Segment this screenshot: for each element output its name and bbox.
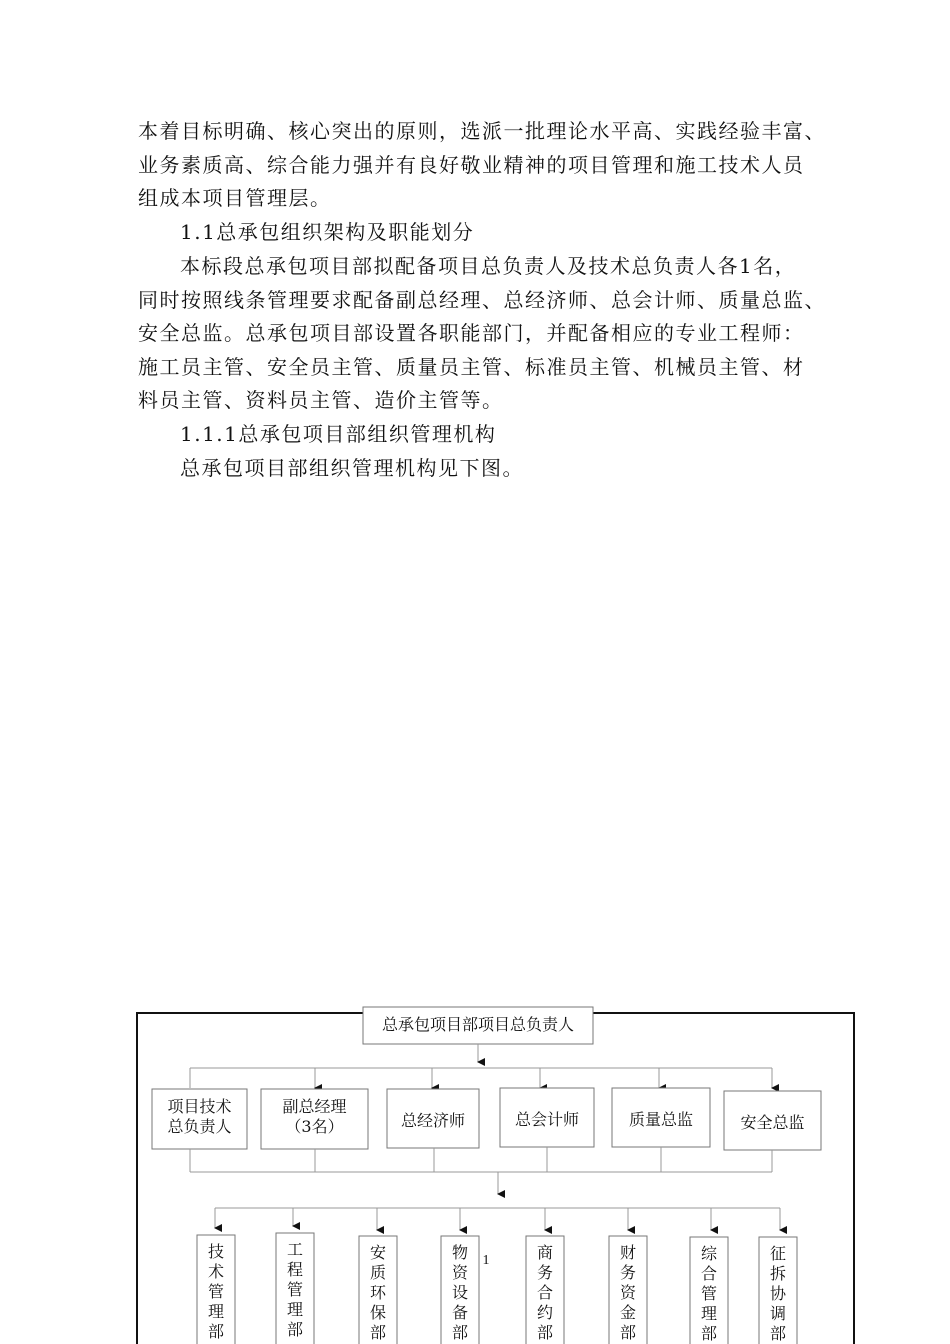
department-label-2: 工程管理部: [286, 1240, 304, 1339]
department-box-7: [690, 1237, 728, 1344]
department-label-4: 物资设备部: [451, 1243, 469, 1342]
level2-label-1a: 项目技术: [167, 1097, 232, 1116]
department-box-6: [609, 1236, 647, 1344]
department-label-1: 技术管理部: [207, 1242, 225, 1341]
level2-box-chief-economist: [387, 1089, 479, 1148]
department-box-1: [197, 1235, 235, 1344]
level2-label-3: 总经济师: [400, 1111, 466, 1130]
page-number: 1: [482, 1253, 490, 1268]
section-heading-1-1: 1.1总承包组织架构及职能划分: [180, 220, 475, 244]
section-heading-1-1-1: 1.1.1总承包项目部组织管理机构: [180, 422, 497, 446]
level2-label-2a: 副总经理: [282, 1097, 347, 1116]
department-label-8: 征拆协调部: [769, 1244, 787, 1343]
level2-label-6: 安全总监: [740, 1113, 805, 1132]
department-label-6: 财务资金部: [619, 1243, 637, 1342]
intro-line-1: 本着目标明确、核心突出的原则，选派一批理论水平高、实践经验丰富、: [138, 119, 826, 143]
department-label-3: 安质环保部: [369, 1243, 387, 1342]
department-box-5: [526, 1236, 564, 1344]
body-line-3: 安全总监。总承包项目部设置各职能部门，并配备相应的专业工程师：: [138, 321, 805, 345]
chart-frame: [137, 1013, 854, 1344]
department-label-5: 商务合约部: [536, 1243, 554, 1342]
level2-box-deputy-gm: [261, 1089, 368, 1149]
intro-line-2: 业务素质高、综合能力强并有良好敬业精神的项目管理和施工技术人员: [138, 152, 805, 177]
level2-box-safety-director: [724, 1091, 821, 1150]
department-label-7: 综合管理部: [700, 1244, 718, 1343]
body-line-4: 施工员主管、安全员主管、质量员主管、标准员主管、机械员主管、材: [138, 354, 805, 379]
department-boxes: [197, 1233, 797, 1344]
department-box-3: [359, 1236, 397, 1344]
top-box: [363, 1007, 593, 1044]
level2-label-2b: （3名）: [285, 1117, 344, 1136]
level2-box-technical-director: [152, 1089, 247, 1149]
body-line-1: 本标段总承包项目部拟配备项目总负责人及技术总负责人各1名，: [180, 254, 797, 278]
body-line-2: 同时按照线条管理要求配备副总经理、总经济师、总会计师、质量总监、: [138, 287, 826, 312]
department-box-4: [441, 1236, 479, 1344]
top-box-label: 总承包项目部项目总负责人: [381, 1015, 575, 1034]
level2-label-4: 总会计师: [514, 1110, 580, 1129]
level2-box-quality-director: [612, 1088, 710, 1147]
level2-box-chief-accountant: [500, 1088, 594, 1147]
level2-label-5: 质量总监: [628, 1110, 694, 1129]
chart-intro-line: 总承包项目部组织管理机构见下图。: [180, 456, 524, 480]
department-box-2: [276, 1233, 314, 1344]
department-box-8: [759, 1237, 797, 1344]
body-line-5: 料员主管、资料员主管、造价主管等。: [138, 388, 504, 412]
level2-label-1b: 总负责人: [167, 1117, 232, 1136]
intro-line-3: 组成本项目管理层。: [138, 186, 332, 210]
